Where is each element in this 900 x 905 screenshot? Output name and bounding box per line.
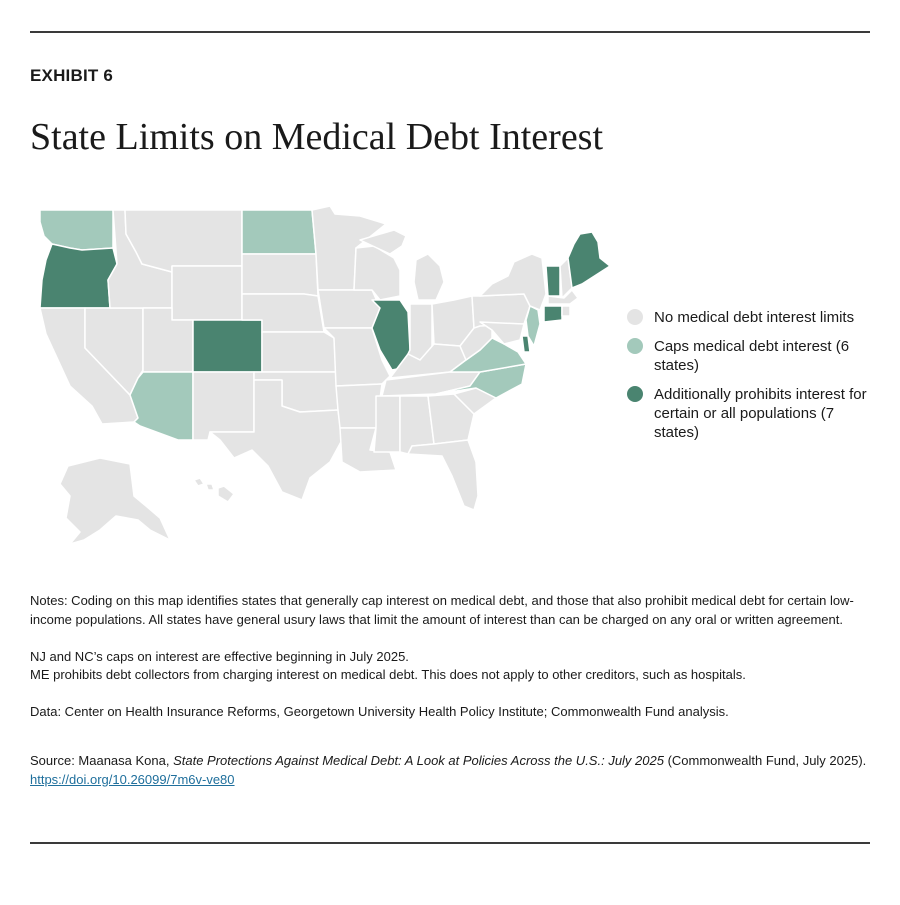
- state-wyoming: [172, 266, 242, 320]
- state-kansas: [262, 332, 336, 372]
- legend-swatch-none: [627, 309, 643, 325]
- state-maine: [568, 232, 610, 288]
- state-washington: [40, 210, 113, 250]
- state-montana: [125, 210, 242, 272]
- source-prefix: Source: Maanasa Kona,: [30, 753, 174, 768]
- legend-item-none: [627, 308, 872, 327]
- source-line: [30, 752, 870, 789]
- legend-label: No medical debt interest limits: [654, 309, 855, 326]
- state-alaska: [60, 458, 170, 544]
- legend-label: Additionally prohibits interest for certain or all populations (7 states): [654, 386, 867, 441]
- notes-nj-nc: NJ and NC’s caps on interest are effective beginning in July 2025.: [30, 648, 409, 664]
- bottom-rule: [30, 842, 870, 844]
- state-hawaii: [194, 478, 234, 502]
- legend-swatch-caps: [627, 338, 643, 354]
- notes-section: [30, 592, 870, 789]
- state-rhode-island: [562, 306, 570, 316]
- notes-data: Data: Center on Health Insurance Reforms, Georgetown University Health Policy Institute; Commonwealth Fund analysis.: [30, 704, 729, 719]
- notes-me: ME prohibits debt collectors from charging interest on medical debt. This does not apply to other creditors, such as hospitals.: [30, 667, 746, 682]
- state-south-dakota: [242, 254, 318, 296]
- legend-label: Caps medical debt interest (6 states): [654, 338, 850, 374]
- state-iowa: [318, 290, 380, 328]
- top-rule: [30, 31, 870, 33]
- state-mississippi: [374, 396, 400, 452]
- legend-item-caps: [627, 337, 872, 375]
- state-colorado: [193, 320, 262, 372]
- state-new-mexico: [193, 372, 254, 440]
- us-map: [30, 200, 620, 560]
- legend-swatch-prohibits: [627, 386, 643, 402]
- source-suffix: (Commonwealth Fund, July 2025).: [663, 753, 867, 768]
- state-florida: [408, 440, 478, 510]
- state-arizona: [130, 372, 193, 440]
- page-title: State Limits on Medical Debt Interest: [30, 116, 604, 158]
- state-connecticut: [544, 306, 562, 322]
- state-oregon: [40, 244, 117, 308]
- legend-item-prohibits: [627, 385, 872, 442]
- exhibit-label: EXHIBIT 6: [30, 66, 114, 85]
- source-doi-link[interactable]: https://doi.org/10.26099/7m6v-ve80: [30, 771, 235, 787]
- state-north-dakota: [242, 210, 316, 254]
- state-vermont: [546, 266, 560, 296]
- notes-coding: Notes: Coding on this map identifies states that generally cap interest on medical debt, and those that also prohibit medical debt for certain low-income populations. All states have general usury laws that limit the amount of interest than can be charged on any oral or written agreement.: [30, 593, 854, 627]
- source-title: State Protections Against Medical Debt: A Look at Policies Across the U.S.: July 2025: [173, 753, 664, 768]
- map-legend: [627, 308, 872, 452]
- state-arkansas: [336, 384, 382, 428]
